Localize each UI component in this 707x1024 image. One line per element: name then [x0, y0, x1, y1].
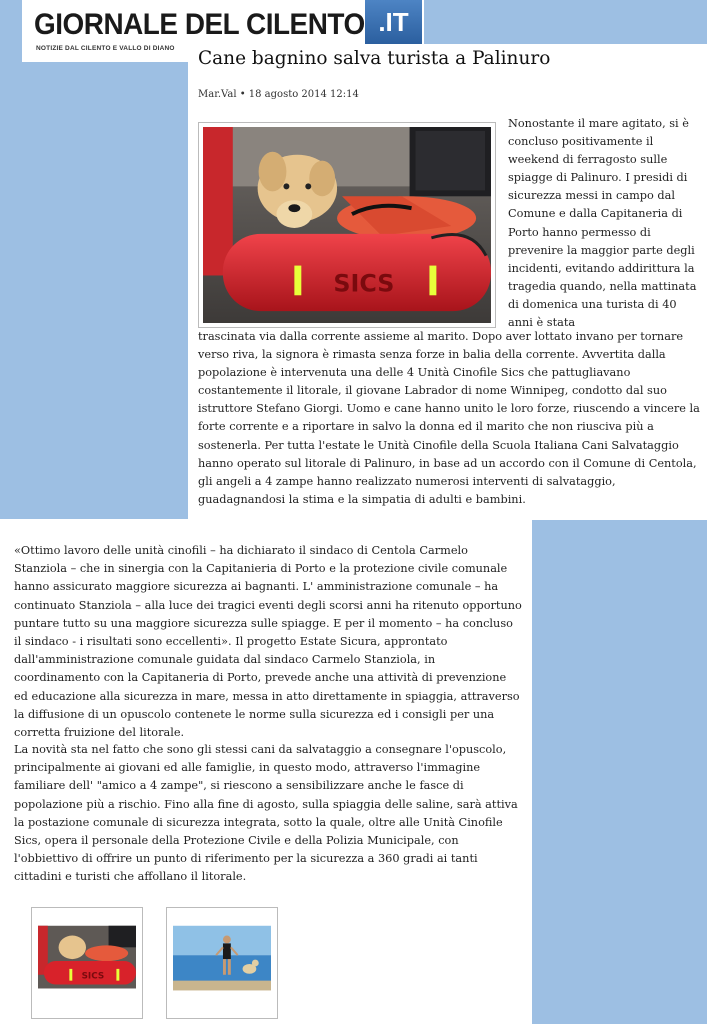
article-body-panel [0, 519, 532, 1024]
gallery-thumb-man-dog-sea[interactable] [166, 907, 278, 1019]
main-photo-image [203, 127, 491, 323]
main-photo-dog-rescue-tube[interactable] [198, 122, 496, 328]
article-lead-wide-text: trascinata via dalla corrente assieme al marito. Dopo aver lottato invano per tornare verso riva, la signora è rimasta senza forze in balia della corrente. Avvertita dalla popolazione è intervenuta una delle 4 Unità Cinofile Sics che pattugliavano costantemente il litorale, il giovane Labrador di nome Winnipeg, condotto dal suo istruttore Stefano Giorgi. Uomo e cane hanno unito le loro forze, riuscendo a vincere la forte corrente e a riportare in salvo la donna ed il marito che non riusciva più a sostenerla. Per tutta l'estate le Unità Cinofile della Scuola Italiana Cani Salvataggio hanno operato sul litorale di Palinuro, in base ad un accordo con il Comune di Centola, gli angeli a 4 zampe hanno realizzato numerosi interventi di salvataggio, guadagnandosi la stima e la simpatia di adulti e bambini. [198, 330, 700, 506]
gallery-thumb-dog-tube-image [38, 914, 136, 1012]
site-tagline: NOTIZIE DAL CILENTO E VALLO DI DIANO [36, 45, 175, 52]
article-header-panel [188, 44, 707, 520]
gallery-thumb-dog-tube[interactable] [31, 907, 143, 1019]
gallery-thumb-tube-text: SICS [81, 971, 105, 982]
main-photo-tube-text: SICS [333, 269, 395, 298]
site-logo-tld: .IT [365, 0, 422, 44]
site-logo-name: GIORNALE DEL CILENTO [34, 8, 365, 41]
article-lead-side-text: Nonostante il mare agitato, si è concluso positivamente il weekend di ferragosto sulle spiagge di Palinuro. I presidi di sicurezza messi in campo dal Comune e dalla Capitaneria di Porto hanno permesso di prevenire la maggior parte degli incidenti, evitando addirittura la tragedia quando, nella mattinata di domenica una turista di 40 anni è stata [508, 117, 697, 330]
gallery-thumb-man-dog-sea-image [173, 914, 271, 1012]
article-byline: Mar.Val • 18 agosto 2014 12:14 [198, 89, 359, 100]
article-paragraph-2: «Ottimo lavoro delle unità cinofili – ha dichiarato il sindaco di Centola Carmelo Stanziola – che in sinergia con la Capitanieria di Porto e la protezione civile comunale hanno assicurato maggiore sicurezza ai bagnanti. L' amministrazione comunale – ha continuato Stanziola – alla luce dei tragici eventi degli scorsi anni ha ritenuto opportuno puntare tutto su una maggiore sicurezza sulle spiagge. E per il momento – ha concluso il sindaco - i risultati sono eccellenti». Il progetto Estate Sicura, approntato dall'amministrazione comunale guidata dal sindaco Carmelo Stanziola, in coordinamento con la Capitaneria di Porto, prevede anche una attività di prevenzione ed educazione alla sicurezza in mare, messa in atto direttamente in spiaggia, attraverso la diffusione di un opuscolo contenete le norme sulla sicurezza ed i consigli per una corretta fruizione del litorale. [14, 544, 522, 740]
article-paragraph-3: La novità sta nel fatto che sono gli stessi cani da salvataggio a consegnare l'opuscolo, principalmente ai giovani ed alle famiglie, in questo modo, attraverso l'immagine familiare dell' "amico a 4 zampe", si riescono a sensibilizzare anche le fasce di popolazione più a rischio. Fino alla fine di agosto, sulla spiaggia delle saline, sarà attiva la postazione comunale di sicurezza integrata, sotto la quale, oltre alle Unità Cinofile Sics, opera il personale della Protezione Civile e della Polizia Municipale, con l'obbiettivo di offrire un punto di riferimento per la sicurezza a 360 gradi ai tanti cittadini e turisti che affollano il litorale. [14, 743, 518, 884]
article-title: Cane bagnino salva turista a Palinuro [198, 48, 551, 69]
